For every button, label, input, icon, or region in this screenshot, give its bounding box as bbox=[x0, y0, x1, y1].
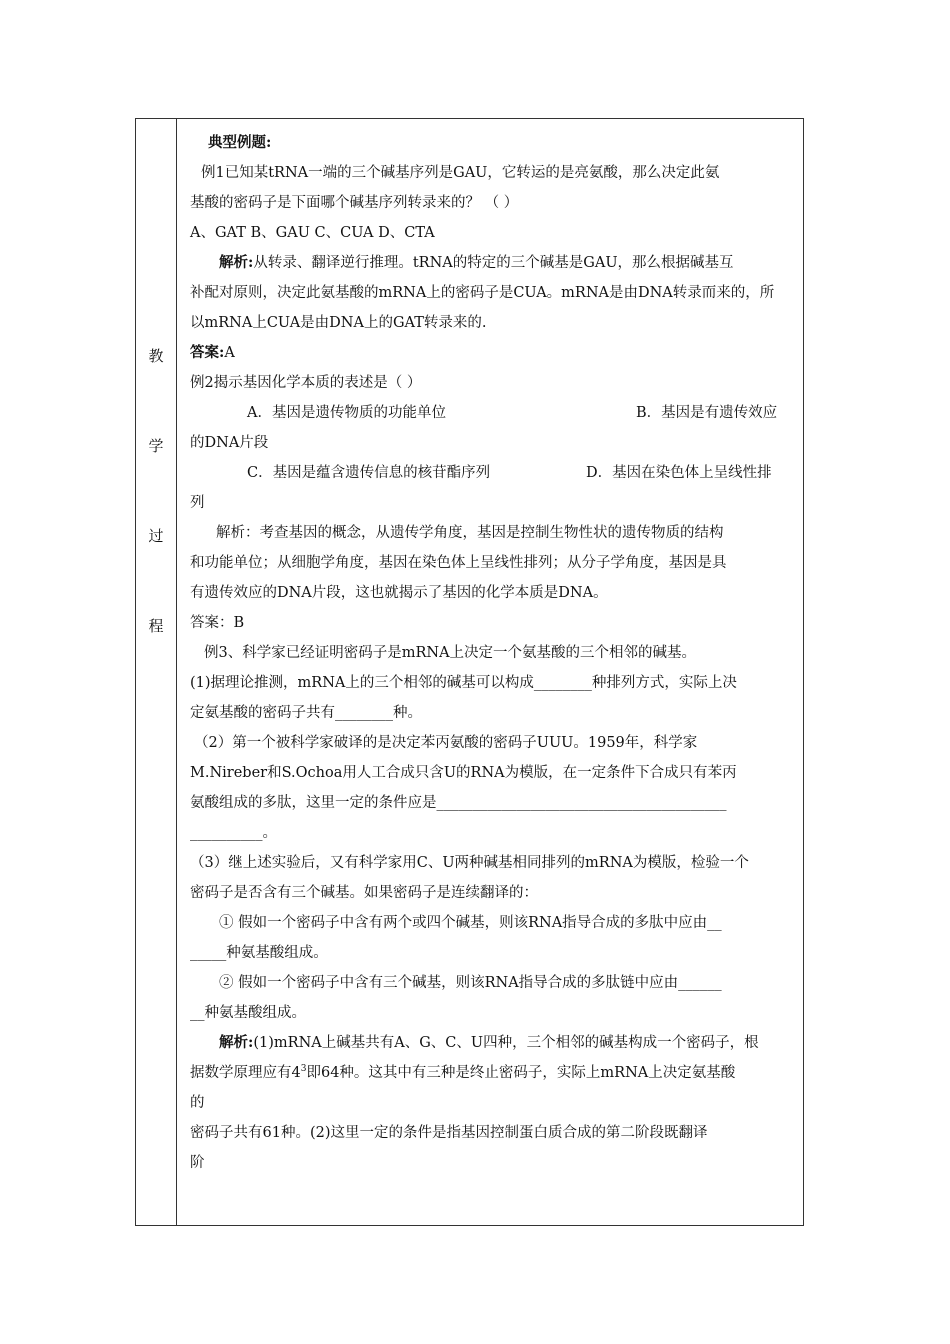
line-text: 和功能单位；从细胞学角度，基因在染色体上呈线性排列；从分子学角度，基因是具 bbox=[190, 555, 727, 571]
side-label-cheng: 程 bbox=[148, 617, 164, 635]
bold-heading: 解析: bbox=[219, 254, 254, 271]
option-right: D．基因在染色体上呈线性排 bbox=[586, 465, 772, 481]
text-line bbox=[190, 851, 749, 872]
text-line bbox=[219, 971, 722, 992]
line-text: 以mRNA上CUA是由DNA上的GAT转录来的. bbox=[190, 315, 487, 331]
line-text: 定氨基酸的密码子共有________种。 bbox=[190, 705, 422, 721]
text-line bbox=[190, 701, 422, 722]
text-line bbox=[194, 731, 697, 752]
line-text: A．基因是遗传物质的功能单位 bbox=[247, 405, 446, 421]
line-text: C．基因是蕴含遗传信息的核苷酯序列 bbox=[247, 465, 491, 481]
line-text-rest: (1)mRNA上碱基共有A、G、C、U四种，三个相邻的碱基构成一个密码子，根 bbox=[253, 1035, 759, 1051]
text-line bbox=[190, 341, 235, 362]
text-line bbox=[190, 941, 328, 962]
line-text: M.Nireber和S.Ochoa用人工合成只含U的RNA为模版，在一定条件下合成只有苯丙 bbox=[190, 765, 737, 781]
text-line bbox=[247, 461, 490, 482]
bold-heading: 典型例题: bbox=[208, 134, 272, 151]
line-text: 的DNA片段 bbox=[190, 435, 269, 451]
line-text-rest: 从转录、翻译逆行推理。tRNA的特定的三个碱基是GAU，那么根据碱基互 bbox=[253, 255, 734, 271]
text-line bbox=[190, 791, 727, 812]
text-line bbox=[219, 251, 734, 272]
option-right: B．基因是有遗传效应 bbox=[636, 405, 778, 421]
text-line bbox=[219, 1031, 759, 1052]
line-text: 据数学原理应有4 bbox=[190, 1065, 301, 1081]
side-label-guo: 过 bbox=[148, 527, 164, 545]
text-line bbox=[190, 1091, 205, 1112]
line-text: ① 假如一个密码子中含有两个或四个碱基，则该RNA指导合成的多肽中应由__ bbox=[219, 915, 722, 931]
text-line bbox=[190, 611, 244, 632]
line-text: 阶 bbox=[190, 1155, 205, 1171]
line-text: 解析：考查基因的概念，从遗传学角度，基因是控制生物性状的遗传物质的结构 bbox=[216, 525, 724, 541]
text-line bbox=[190, 671, 737, 692]
line-text: （3）继上述实验后，又有科学家用C、U两种碱基相同排列的mRNA为模版，检验一个 bbox=[190, 855, 749, 871]
side-label-xue: 学 bbox=[148, 437, 164, 455]
text-line bbox=[190, 881, 538, 902]
line-text: 例1已知某tRNA一端的三个碱基序列是GAU，它转运的是亮氨酸，那么决定此氨 bbox=[201, 165, 720, 181]
text-line bbox=[219, 911, 722, 932]
text-line bbox=[190, 431, 268, 452]
text-line bbox=[190, 281, 774, 302]
column-divider bbox=[176, 119, 177, 1225]
text-line bbox=[208, 131, 271, 152]
side-label-jiao: 教 bbox=[148, 347, 164, 365]
line-text: _____种氨基酸组成。 bbox=[190, 945, 328, 961]
text-line bbox=[190, 1061, 735, 1082]
line-text: (1)据理论推测，mRNA上的三个相邻的碱基可以构成________种排列方式，实际上决 bbox=[190, 675, 737, 691]
text-line bbox=[216, 521, 724, 542]
text-line bbox=[190, 581, 608, 602]
bold-heading: 答案: bbox=[190, 344, 225, 361]
text-line bbox=[190, 1001, 306, 1022]
text-line bbox=[190, 311, 487, 332]
text-line bbox=[190, 191, 518, 212]
line-text: ② 假如一个密码子中含有三个碱基，则该RNA指导合成的多肽链中应由______ bbox=[219, 975, 722, 991]
text-line bbox=[247, 401, 446, 422]
lesson-table bbox=[135, 118, 804, 1226]
line-text: 有遗传效应的DNA片段，这也就揭示了基因的化学本质是DNA。 bbox=[190, 585, 608, 601]
text-line bbox=[190, 221, 435, 242]
text-line bbox=[190, 761, 737, 782]
line-text: A、GAT B、GAU C、CUA D、CTA bbox=[190, 225, 435, 241]
line-text-rest: 即64种。这其中有三种是终止密码子，实际上mRNA上决定氨基酸 bbox=[306, 1065, 736, 1081]
line-text: 密码子共有61种。(2)这里一定的条件是指基因控制蛋白质合成的第二阶段既翻译 bbox=[190, 1125, 708, 1141]
line-text: 补配对原则，决定此氨基酸的mRNA上的密码子是CUA。mRNA是由DNA转录而来的，所 bbox=[190, 285, 775, 301]
text-line bbox=[201, 161, 719, 182]
bold-heading: 解析: bbox=[219, 1034, 254, 1051]
text-line bbox=[190, 551, 727, 572]
superscript: 3 bbox=[300, 1064, 307, 1075]
text-line bbox=[190, 1151, 205, 1172]
line-text: 例2揭示基因化学本质的表述是（ ） bbox=[190, 375, 422, 391]
line-text: 的 bbox=[190, 1095, 205, 1111]
text-line bbox=[204, 641, 696, 662]
text-line bbox=[190, 1121, 708, 1142]
line-text: __种氨基酸组成。 bbox=[190, 1005, 306, 1021]
line-text: 答案：B bbox=[190, 615, 245, 631]
text-line bbox=[190, 371, 421, 392]
line-text: 基酸的密码子是下面哪个碱基序列转录来的？ （ ） bbox=[190, 195, 519, 211]
line-text: 例3、科学家已经证明密码子是mRNA上决定一个氨基酸的三个相邻的碱基。 bbox=[204, 645, 697, 661]
line-text: __________。 bbox=[190, 825, 277, 841]
text-line bbox=[190, 821, 277, 842]
line-text: 列 bbox=[190, 495, 205, 511]
line-text: 氨酸组成的多肽，这里一定的条件应是________________________________________ bbox=[190, 795, 727, 811]
text-line bbox=[190, 491, 205, 512]
line-text-rest: A bbox=[224, 345, 235, 361]
line-text: 密码子是否含有三个碱基。如果密码子是连续翻译的： bbox=[190, 885, 538, 901]
line-text: （2）第一个被科学家破译的是决定苯丙氨酸的密码子UUU。1959年，科学家 bbox=[194, 735, 698, 751]
